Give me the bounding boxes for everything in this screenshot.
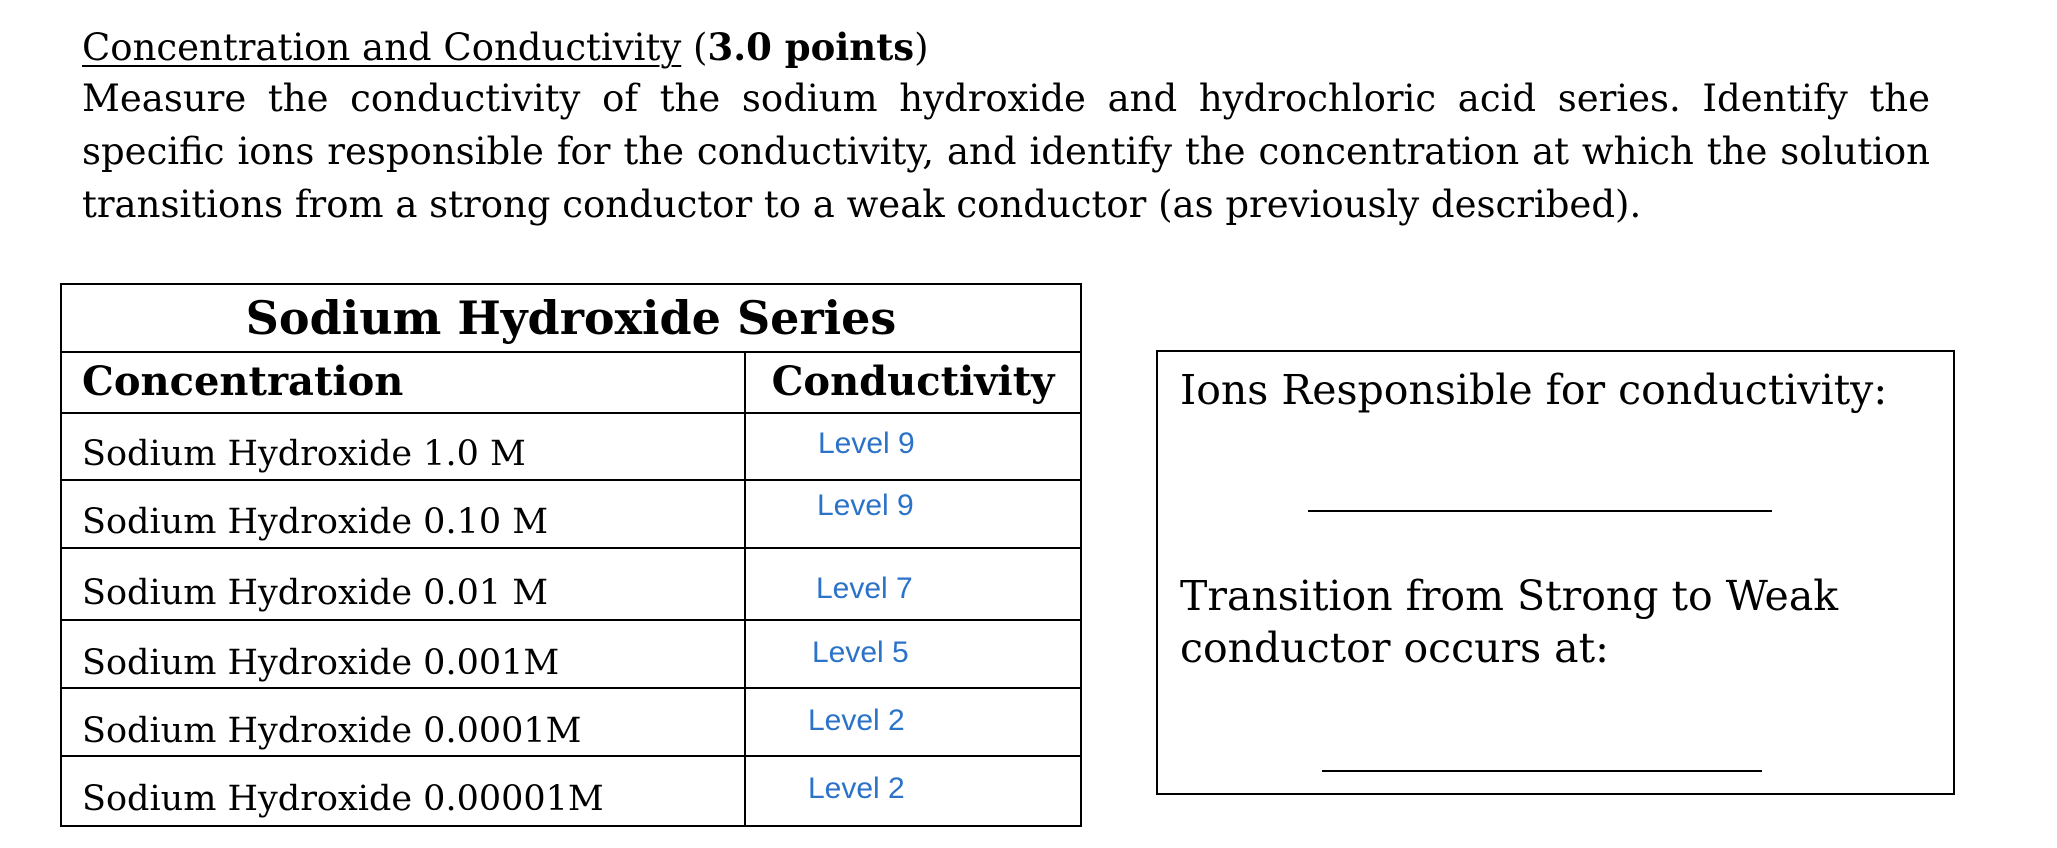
transition-label-line1: Transition from Strong to Weak (1180, 572, 1839, 620)
points-value: 3.0 points (707, 25, 915, 69)
table-row-concentration: Sodium Hydroxide 0.01 M (82, 573, 549, 613)
table-row-conductivity: Level 7 (816, 572, 913, 605)
table-row-conductivity: Level 9 (818, 427, 915, 460)
table-row-conductivity: Level 2 (808, 772, 905, 805)
open-paren: ( (681, 26, 708, 69)
answer-box (1156, 350, 1955, 795)
sodium-hydroxide-table (60, 283, 1082, 827)
instructions-paragraph: Measure the conductivity of the sodium hydroxide and hydrochloric acid series. Identify the specific ions responsible for the conductivity, and identify the concentration at which the solution transitions from a strong conductor to a weak conductor (as previously described). (82, 77, 1930, 226)
transition-answer-blank (1322, 770, 1762, 772)
transition-label-line2: conductor occurs at: (1180, 624, 1609, 672)
row-divider (62, 547, 1080, 549)
section-heading (82, 22, 929, 73)
header-concentration: Concentration (82, 358, 404, 405)
table-row-concentration: Sodium Hydroxide 0.001M (82, 643, 560, 683)
ions-label: Ions Responsible for conductivity: (1180, 366, 1888, 414)
close-paren: ) (914, 26, 929, 69)
row-divider (62, 687, 1080, 689)
table-row-concentration: Sodium Hydroxide 0.10 M (82, 502, 549, 542)
row-divider (62, 755, 1080, 757)
table-row-concentration: Sodium Hydroxide 0.00001M (82, 779, 604, 819)
table-row-conductivity: Level 9 (817, 489, 914, 522)
table-row-concentration: Sodium Hydroxide 1.0 M (82, 434, 526, 474)
ions-answer-blank (1308, 510, 1772, 512)
table-row-concentration: Sodium Hydroxide 0.0001M (82, 711, 582, 751)
section-title: Concentration and Conductivity (82, 26, 682, 69)
row-divider (62, 412, 1080, 414)
row-divider (62, 619, 1080, 621)
row-divider (62, 479, 1080, 481)
header-conductivity: Conductivity (771, 358, 1055, 405)
table-row-conductivity: Level 5 (812, 636, 909, 669)
table-row-conductivity: Level 2 (808, 704, 905, 737)
table-title: Sodium Hydroxide Series (62, 285, 1080, 353)
